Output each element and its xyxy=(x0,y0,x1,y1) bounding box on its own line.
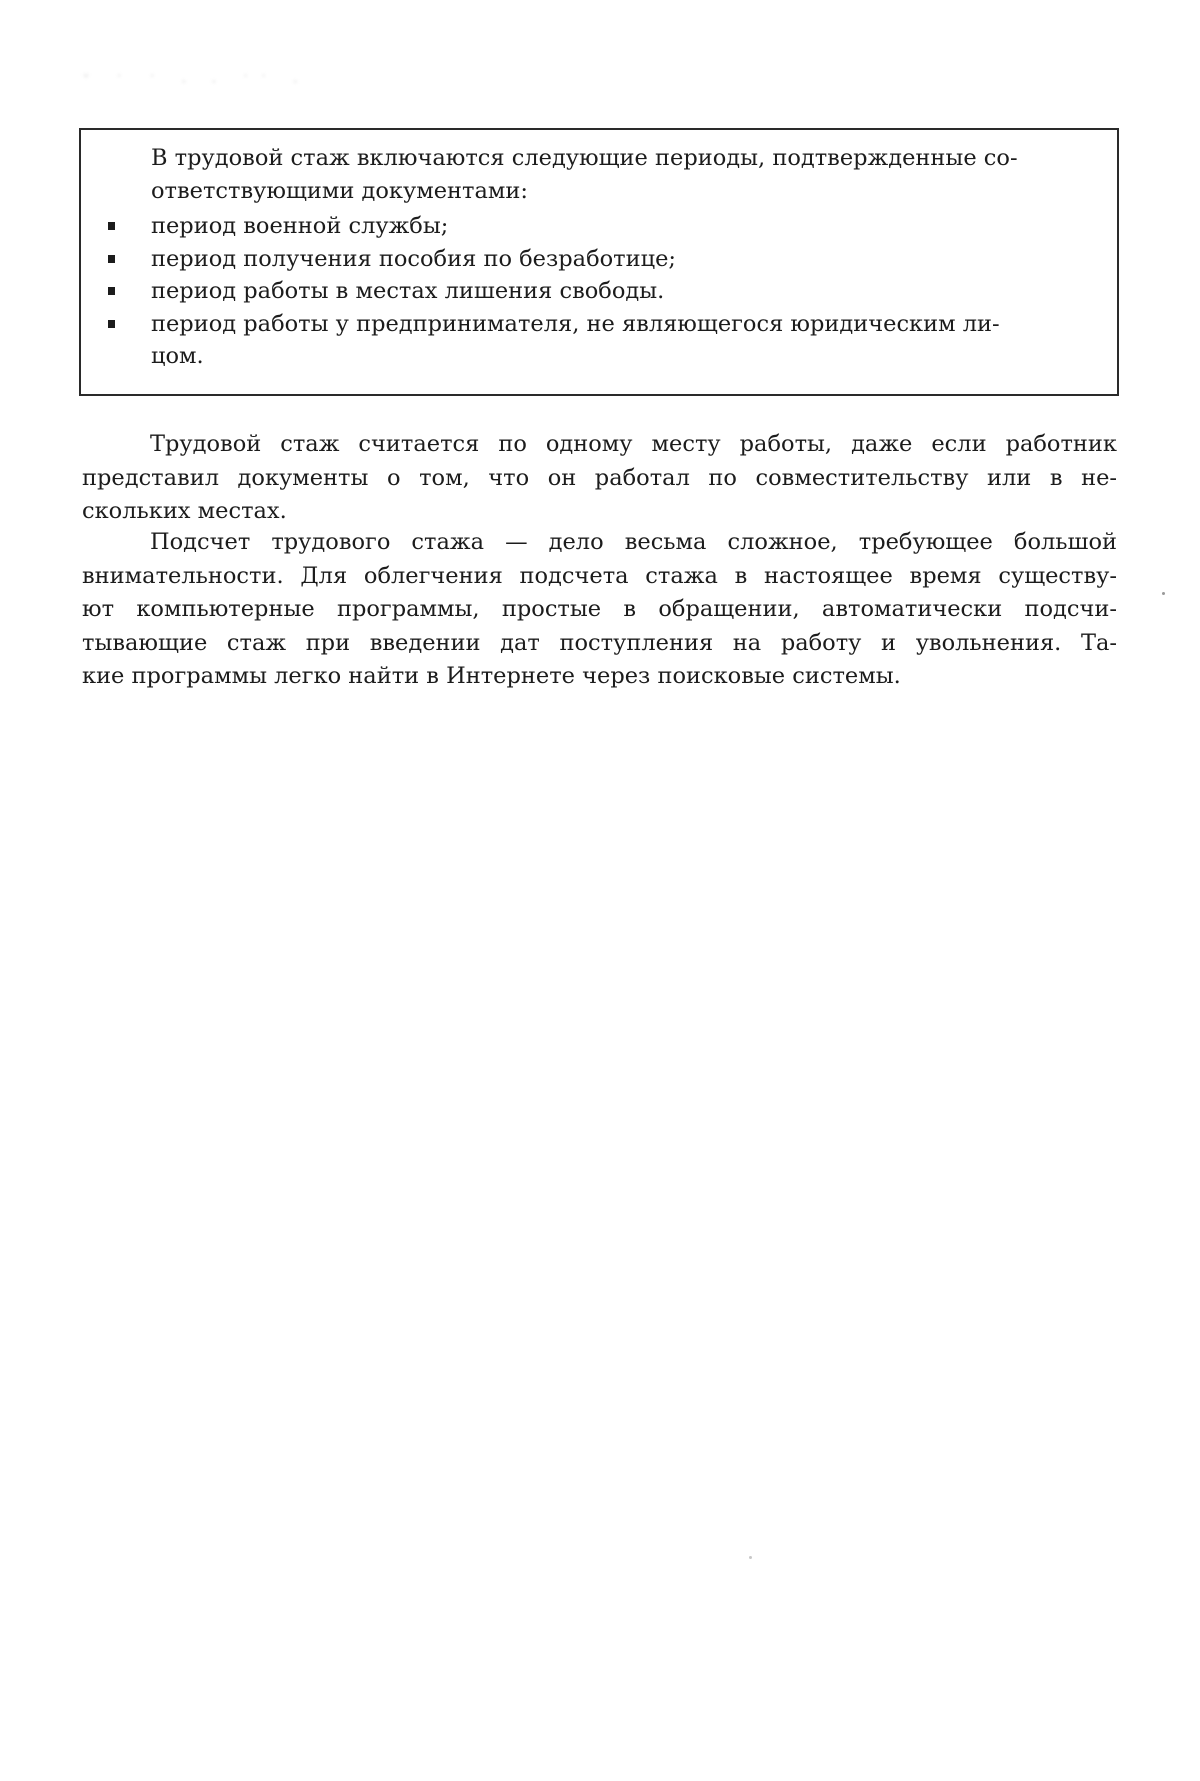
highlight-box xyxy=(79,128,1119,396)
bullet-text: период получения пособия по безработице; xyxy=(151,245,676,272)
bullet-item-unemployment-benefit xyxy=(81,243,1101,276)
paragraph-line: представил документы о том, что он работал по совместительству или в не- xyxy=(82,464,1117,491)
paragraph-line: ют компьютерные программы, простые в обращении, автоматически подсчи- xyxy=(82,596,1117,622)
box-intro-line: В трудовой стаж включаются следующие периоды, подтвержденные со- xyxy=(151,145,1018,171)
paragraph-line: скольких местах. xyxy=(82,498,287,524)
faded-running-header-smudge: ˇ ˙ ˙ · · ˙˙ · xyxy=(82,72,308,91)
bullet-text: период работы в местах лишения свободы. xyxy=(151,278,665,304)
square-bullet-icon xyxy=(108,287,115,295)
bullet-item-military-service xyxy=(81,210,1101,243)
scan-speck xyxy=(749,1556,752,1559)
paragraph-line: тывающие стаж при введении дат поступления на работу и увольнения. Та- xyxy=(82,629,1117,656)
bullet-text: период военной службы; xyxy=(151,213,449,239)
paragraph-calculation-programs xyxy=(82,526,1117,694)
box-intro-text xyxy=(151,142,1101,207)
paragraph-line: Подсчет трудового стажа — дело весьма сложное, требующее большой xyxy=(150,529,1117,555)
periods-bullet-list xyxy=(81,210,1121,373)
paragraph-single-workplace xyxy=(82,428,1117,529)
bullet-text: период работы у предпринимателя, не являющегося юридическим ли- xyxy=(151,310,1000,337)
bullet-item-entrepreneur-work xyxy=(81,308,1101,373)
square-bullet-icon xyxy=(108,255,115,263)
paragraph-line: кие программы легко найти в Интернете через поисковые системы. xyxy=(82,663,901,689)
box-intro-line: ответствующими документами: xyxy=(151,177,528,204)
square-bullet-icon xyxy=(108,222,115,230)
paragraph-line: внимательности. Для облегчения подсчета стажа в настоящее время существу- xyxy=(82,562,1117,589)
paragraph-line: Трудовой стаж считается по одному месту работы, даже если работник xyxy=(150,431,1117,457)
bullet-text: цом. xyxy=(151,343,204,369)
scan-speck xyxy=(1162,592,1165,595)
square-bullet-icon xyxy=(108,320,115,328)
bullet-item-imprisonment-work xyxy=(81,275,1101,308)
